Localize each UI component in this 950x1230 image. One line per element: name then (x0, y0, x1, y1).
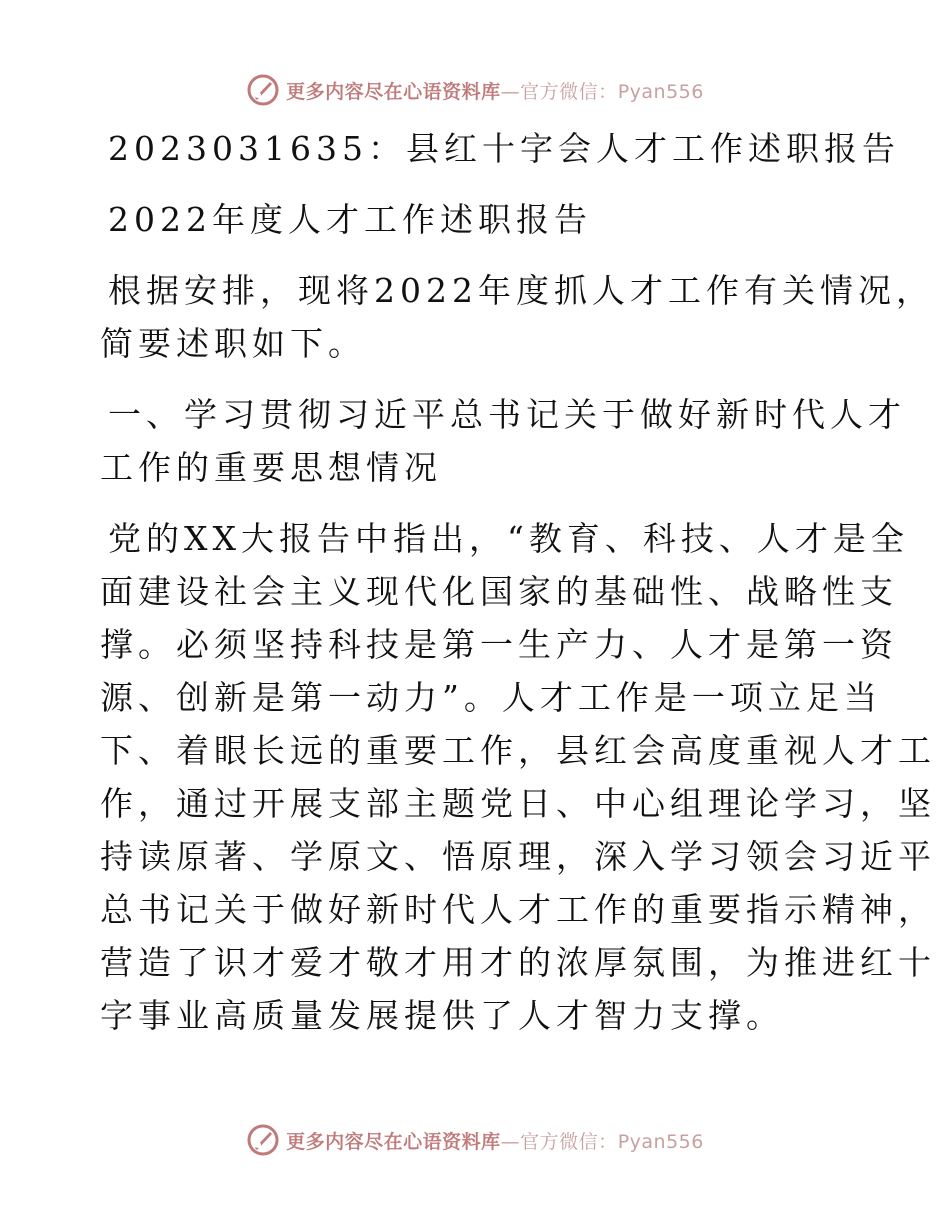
document-title: 2023031635：县红十字会人才工作述职报告 (108, 129, 900, 168)
document-body (100, 122, 936, 1042)
body-paragraph-line-10: 字事业高质量发展提供了人才智力支撑。 (100, 996, 784, 1035)
watermark-separator-text: —官方微信： (500, 80, 618, 103)
quill-pen-logo-icon (246, 73, 280, 107)
quill-pen-logo-icon (246, 1123, 280, 1157)
section-heading-line-2: 工作的重要思想情况 (100, 448, 442, 487)
intro-paragraph-line-2: 简要述职如下。 (100, 324, 366, 363)
intro-paragraph-line-1: 根据安排，现将2022年度抓人才工作有关情况， (108, 271, 934, 310)
body-paragraph-line-4: 源、创新是第一动力”。人才工作是一项立足当 (100, 678, 882, 717)
watermark-main-text: 更多内容尽在心语资料库 (286, 1130, 501, 1153)
body-paragraph-line-9: 营造了识才爱才敬才用才的浓厚氛围，为推进红十 (100, 943, 936, 982)
document-subtitle: 2022年度人才工作述职报告 (108, 200, 592, 239)
watermark-main-text: 更多内容尽在心语资料库 (286, 80, 501, 103)
watermark-id-text: Pyan556 (617, 1130, 704, 1153)
watermark-id-text: Pyan556 (617, 80, 704, 103)
watermark-text (286, 1127, 704, 1154)
body-paragraph-line-8: 总书记关于做好新时代人才工作的重要指示精神， (100, 890, 936, 929)
footer-watermark (0, 1120, 950, 1160)
watermark-text (286, 77, 704, 104)
watermark-separator-text: —官方微信： (500, 1130, 618, 1153)
header-watermark (0, 70, 950, 110)
body-paragraph-line-2: 面建设社会主义现代化国家的基础性、战略性支 (100, 572, 898, 611)
body-paragraph-line-1: 党的XX大报告中指出，“教育、科技、人才是全 (108, 519, 909, 558)
section-heading-line-1: 一、学习贯彻习近平总书记关于做好新时代人才 (108, 395, 906, 434)
body-paragraph-line-6: 作，通过开展支部主题党日、中心组理论学习，坚 (100, 784, 936, 823)
body-paragraph-line-5: 下、着眼长远的重要工作，县红会高度重视人才工 (100, 731, 936, 770)
body-paragraph-line-3: 撑。必须坚持科技是第一生产力、人才是第一资 (100, 625, 898, 664)
body-paragraph-line-7: 持读原著、学原文、悟原理，深入学习领会习近平 (100, 837, 936, 876)
